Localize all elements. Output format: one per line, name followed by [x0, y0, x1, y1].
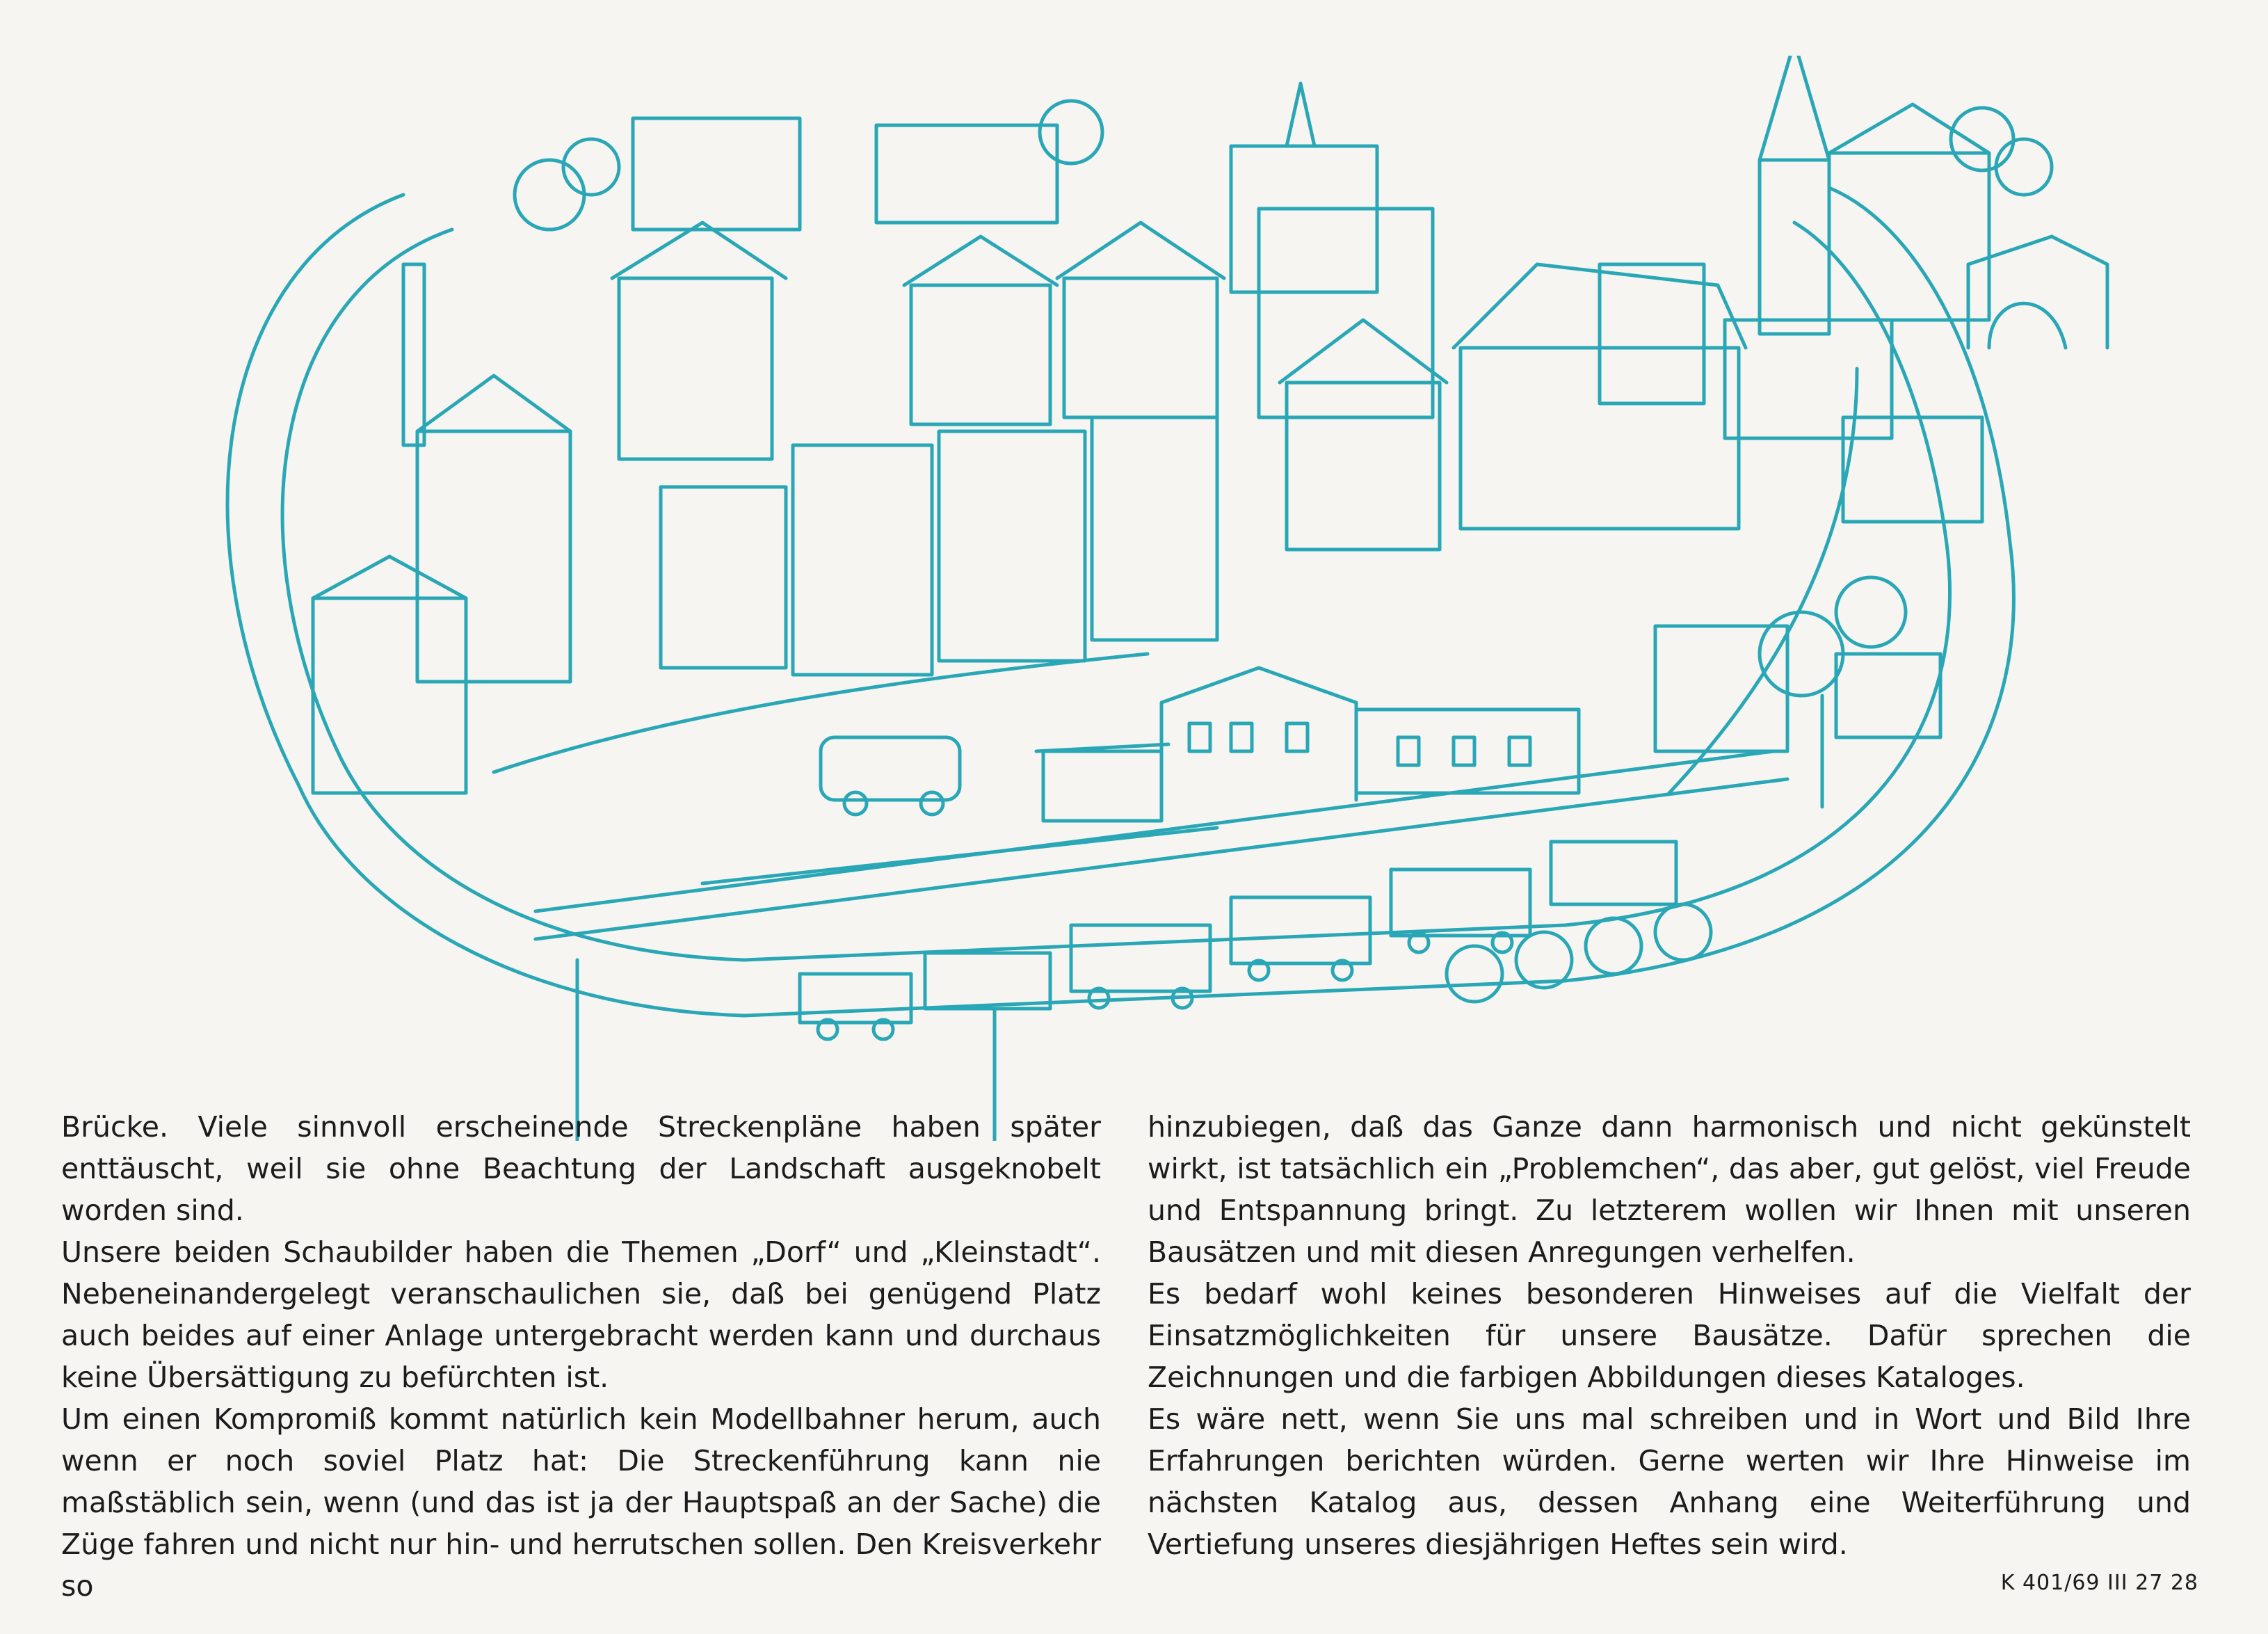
paragraph: Es wäre nett, wenn Sie uns mal schreiben und in Wort und Bild Ihre Erfahrungen berichten würden. Gerne werten wir Ihre Hinweise im nächsten Katalog aus, dessen Anhang eine Weiterführung und Vertiefung unseres diesjährigen Heftes sein wird. — [1148, 1402, 2191, 1561]
paragraph: Brücke. Viele sinnvoll erscheinende Streckenpläne haben später enttäuscht, weil sie ohne Beachtung der Landschaft ausgeknobelt worden sind. — [61, 1110, 1101, 1227]
text-column-right — [1148, 1106, 2191, 1565]
track-siding — [1669, 369, 1857, 793]
paragraph: Es bedarf wohl keines besonderen Hinweises auf die Vielfalt der Einsatzmöglichkeiten für unsere Bausätze. Dafür sprechen die Zeichnungen und die farbigen Abbildungen dieses Kataloges. — [1148, 1277, 2191, 1394]
factory-chimney — [403, 264, 424, 445]
track-station — [536, 751, 1774, 911]
fence — [702, 828, 1217, 883]
paragraph: Um einen Kompromiß kommt natürlich kein Modellbahner herum, auch wenn er noch soviel Platz hat: Die Streckenführung kann nie maßstäblich sein, wenn (und das ist ja der Hauptspaß an der Sache) die Züge fahren und nicht nur hin- und herrutschen sollen. Den Kreisverkehr so — [61, 1402, 1101, 1603]
text-column-left — [61, 1106, 1101, 1607]
paragraph: hinzubiegen, daß das Ganze dann harmonisch und nicht gekünstelt wirkt, ist tatsächlich ein „Problemchen“, das aber, gut gelöst, viel Freude und Entspannung bringt. Zu letzterem wollen wir Ihnen mit unseren Bausätzen und mit diesen Anregungen verhelfen. — [1148, 1110, 2191, 1269]
track-inner — [282, 223, 1949, 960]
station-building — [1036, 668, 1579, 821]
town-houses — [313, 118, 1447, 793]
bus — [821, 737, 960, 815]
paragraph: Unsere beiden Schaubilder haben die Themen „Dorf“ und „Kleinstadt“. Nebeneinandergelegt veranschaulichen sie, daß bei genügend Platz auch beides auf einer Anlage untergebracht werden kann und durchaus keine Übersättigung zu befürchten ist. — [61, 1235, 1101, 1394]
track-outer — [227, 188, 2013, 1016]
church — [1760, 56, 1989, 334]
catalog-code: K 401/69 III 27 28 — [2000, 1571, 2198, 1595]
model-railway-illustration — [174, 56, 2121, 1141]
